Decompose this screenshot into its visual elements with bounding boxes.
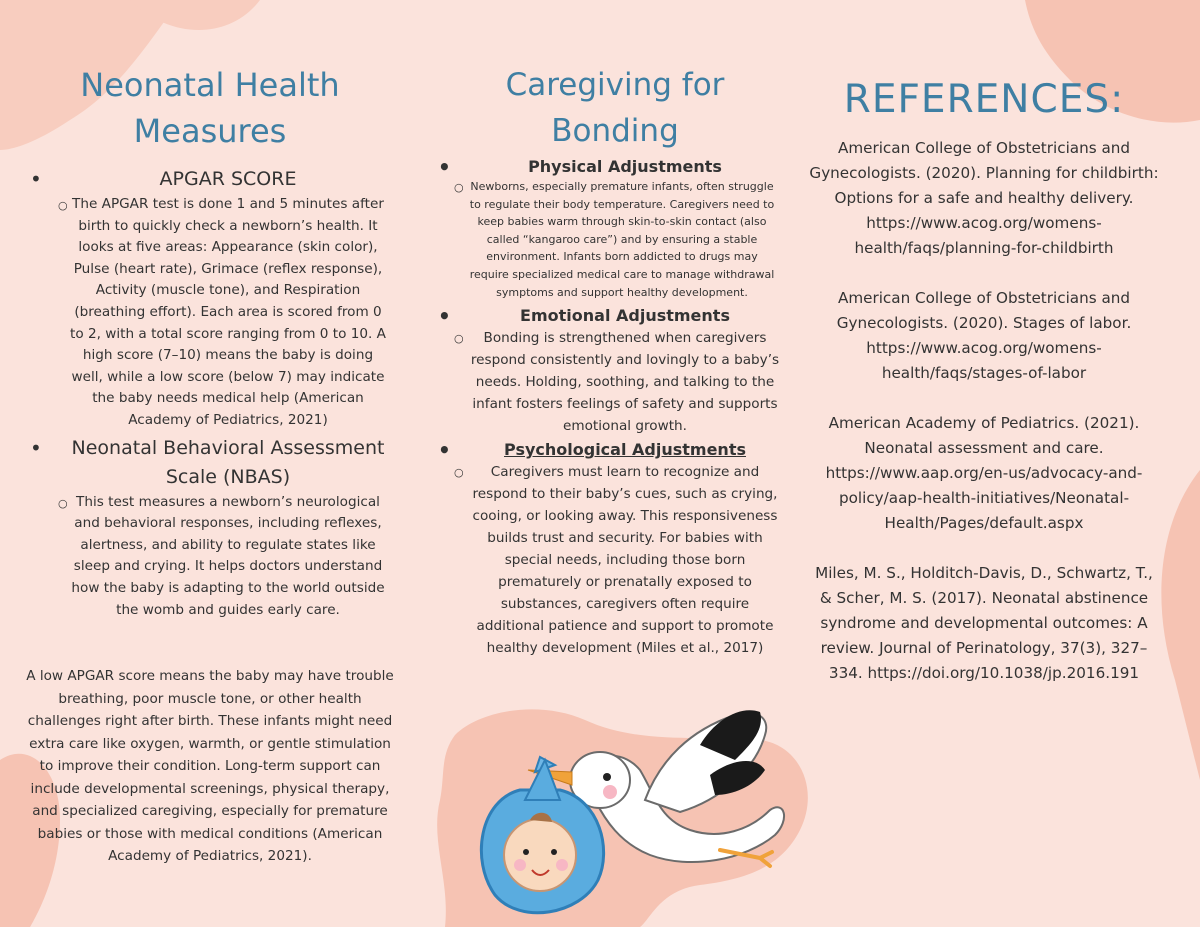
references-section	[808, 72, 1160, 711]
reference-item: American College of Obstetricians and Gynecologists. (2020). Planning for childbirth: Options for a safe and healthy delivery. https://www.acog.org/womens-health/faqs/planning-for-childbirth	[809, 139, 1159, 257]
caregiving-section	[430, 62, 800, 659]
neonatal-health-section	[20, 62, 400, 868]
section-title-line1: Caregiving for	[505, 67, 725, 103]
section-title-line1: Neonatal Health	[80, 66, 340, 104]
reference-item: Miles, M. S., Holditch-Davis, D., Schwartz, T., & Scher, M. S. (2017). Neonatal abstinence syndrome and developmental outcomes: A review. Journal of Perinatology, 37(3), 327–334. https://doi.org/10.1038/jp.2016.191	[815, 564, 1153, 682]
low-apgar-note: A low APGAR score means the baby may have trouble breathing, poor muscle tone, or other health challenges right after birth. These infants might need extra care like oxygen, warmth, or gentle stimulation to improve their condition. Long-term support can include developmental screenings, physical therapy, and specialized caregiving, especially for premature babies or those with medical conditions (American Academy of Pediatrics, 2021).	[26, 668, 394, 865]
reference-item: American Academy of Pediatrics. (2021). Neonatal assessment and care. https://www.aap.org/en-us/advocacy-and-policy/aap-health-initiatives/Neonatal-Health/Pages/default.aspx	[825, 414, 1143, 532]
nbas-description: ○ This test measures a newborn’s neurological and behavioral responses, including reflexes, alertness, and ability to regulate states like sleep and crying. It helps doctors understand how the baby is adapting to the world outside the womb and guides early care.	[20, 492, 400, 622]
physical-adjustments-text: ○ Newborns, especially premature infants, often struggle to regulate their body temperature. Caregivers need to keep babies warm through skin-to-skin contact (also called “kangaroo care”) and by ensuring a stable environment. Infants born addicted to drugs may require specialized medical care to manage withdrawal symptoms and support healthy development.	[430, 178, 800, 301]
references-title: REFERENCES:	[843, 77, 1125, 122]
apgar-heading: • APGAR SCORE	[20, 164, 400, 194]
emotional-adjustments-heading: • Emotional Adjustments	[430, 305, 800, 327]
nbas-heading: • Neonatal Behavioral Assessment Scale (NBAS)	[20, 434, 400, 492]
section-title-line2: Measures	[133, 112, 287, 150]
reference-item: American College of Obstetricians and Gynecologists. (2020). Stages of labor. https://www.acog.org/womens-health/faqs/stages-of-labor	[836, 289, 1132, 382]
psychological-adjustments-text: ○ Caregivers must learn to recognize and respond to their baby’s cues, such as crying, cooing, or looking away. This responsiveness builds trust and security. For babies with special needs, including those born prematurely or prenatally exposed to substances, caregivers often require additional patience and support to promote healthy development (Miles et al., 2017)	[430, 461, 800, 659]
section-title	[430, 62, 800, 154]
emotional-adjustments-text: ○ Bonding is strengthened when caregivers respond consistently and lovingly to a baby’s needs. Holding, soothing, and talking to the infant fosters feelings of safety and supports emotional growth.	[430, 327, 800, 437]
physical-adjustments-heading: • Physical Adjustments	[430, 156, 800, 178]
apgar-description: ○ The APGAR test is done 1 and 5 minutes after birth to quickly check a newborn’s health. It looks at five areas: Appearance (skin color), Pulse (heart rate), Grimace (reflex response), Activity (muscle tone), and Respiration (breathing effort). Each area is scored from 0 to 2, with a total score ranging from 0 to 10. A high score (7–10) means the baby is doing well, while a low score (below 7) may indicate the baby needs medical help (American Academy of Pediatrics, 2021)	[20, 194, 400, 432]
section-title	[20, 62, 400, 154]
section-title-line2: Bonding	[551, 113, 679, 149]
psychological-adjustments-heading: • Psychological Adjustments	[430, 439, 800, 461]
